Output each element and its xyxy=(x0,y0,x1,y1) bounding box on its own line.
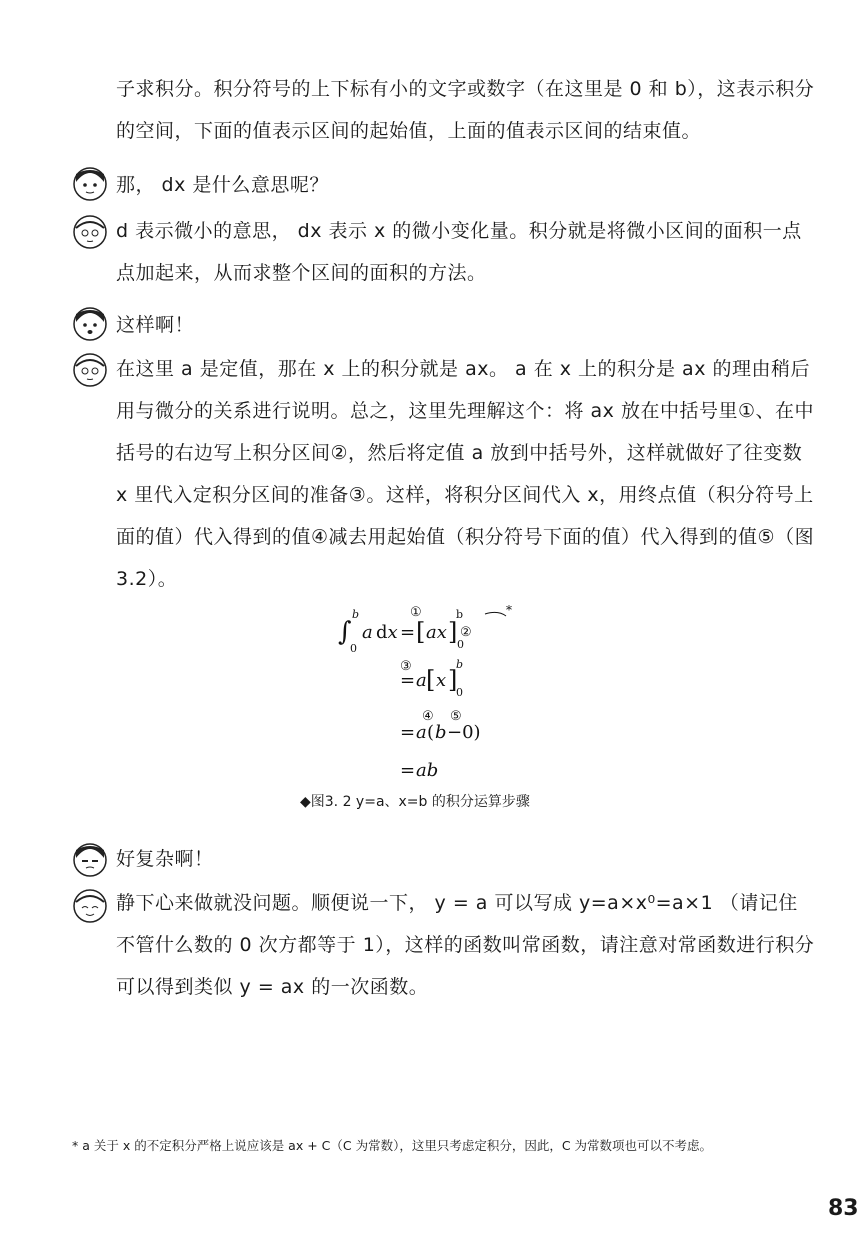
mark-5: ⑤ xyxy=(450,709,462,724)
svg-text:=: = xyxy=(400,760,416,781)
dialog-line-4: 在这里 a 是定值，那在 x 上的积分就是 ax。 a 在 x 上的积分是 ax 的理由稍后用与微分的关系进行说明。总之，这里先理解这个：将 ax 放在中括号里①、在中括号的右边写上积分区间②，然后将定值 a 放到中括号外，这样就做好了往变数 x 里代入定积分区间的准备③。这样，将积分区间代入 x，用终点值（积分符号上面的值）代入得到的值④减去用起始值（积分符号下面的值）代入得到的值⑤（图 3.2）。 xyxy=(116,358,815,590)
mark-2: ② xyxy=(460,625,472,640)
integral-formula-figure xyxy=(330,600,570,790)
svg-text:0: 0 xyxy=(350,642,357,655)
svg-text:=: = xyxy=(400,670,416,691)
svg-text:(: ( xyxy=(427,722,435,743)
svg-text:]: ] xyxy=(448,666,458,694)
svg-text:a: a xyxy=(416,670,427,691)
page-number: 83 xyxy=(828,1196,859,1221)
svg-text:−0): −0) xyxy=(447,722,481,743)
character-avatar-a xyxy=(72,842,108,878)
svg-text:[: [ xyxy=(416,618,426,646)
mark-1: ① xyxy=(410,605,422,620)
svg-text:x: x xyxy=(436,670,447,691)
svg-text:ab: ab xyxy=(416,760,439,781)
svg-text:ax: ax xyxy=(426,622,447,643)
character-avatar-a xyxy=(72,166,108,202)
svg-text:dx: dx xyxy=(376,622,398,643)
character-avatar-b xyxy=(72,214,108,250)
dialog-line-5: 好复杂啊！ xyxy=(116,848,214,870)
svg-text:=: = xyxy=(400,722,416,743)
character-avatar-a xyxy=(72,306,108,342)
paragraph-continuation: 子求积分。积分符号的上下标有小的文字或数字（在这里是 0 和 b），这表示积分的空间，下面的值表示区间的起始值，上面的值表示区间的结束值。 xyxy=(116,78,815,142)
svg-text:0: 0 xyxy=(457,638,464,651)
svg-text:a: a xyxy=(362,622,373,643)
dialog-line-1: 那， dx 是什么意思呢？ xyxy=(116,174,329,196)
character-avatar-b xyxy=(72,888,108,924)
mark-4: ④ xyxy=(422,709,434,724)
character-avatar-b xyxy=(72,352,108,388)
svg-text:0: 0 xyxy=(456,686,463,699)
svg-text:b: b xyxy=(456,658,464,671)
svg-text:a: a xyxy=(416,722,427,743)
footnote: * a 关于 x 的不定积分严格上说应该是 ax + C（C 为常数），这里只考虑定积分，因此，C 为常数项也可以不考虑。 xyxy=(72,1138,713,1153)
svg-text:=: = xyxy=(400,622,416,643)
dialog-line-6: 静下心来做就没问题。顺便说一下， y = a 可以写成 y=a×x⁰=a×1 （请记住不管什么数的 0 次方都等于 1），这样的函数叫常函数，请注意对常函数进行积分可以得到类似 y = ax 的一次函数。 xyxy=(116,892,815,998)
dialog-line-3: 这样啊！ xyxy=(116,314,195,336)
mark-3: ③ xyxy=(400,659,412,674)
svg-text:b: b xyxy=(435,722,447,743)
svg-text:*: * xyxy=(506,603,512,617)
integral-sign: ∫ xyxy=(338,617,352,647)
figure-caption: ◆图3. 2 y=a、x=b 的积分运算步骤 xyxy=(300,794,530,810)
svg-text:[: [ xyxy=(426,666,436,694)
svg-text:]: ] xyxy=(448,618,458,646)
svg-text:b: b xyxy=(352,608,360,621)
dialog-line-2: d 表示微小的意思， dx 表示 x 的微小变化量。积分就是将微小区间的面积一点点加起来，从而求整个区间的面积的方法。 xyxy=(116,220,802,284)
svg-text:b: b xyxy=(456,608,464,621)
